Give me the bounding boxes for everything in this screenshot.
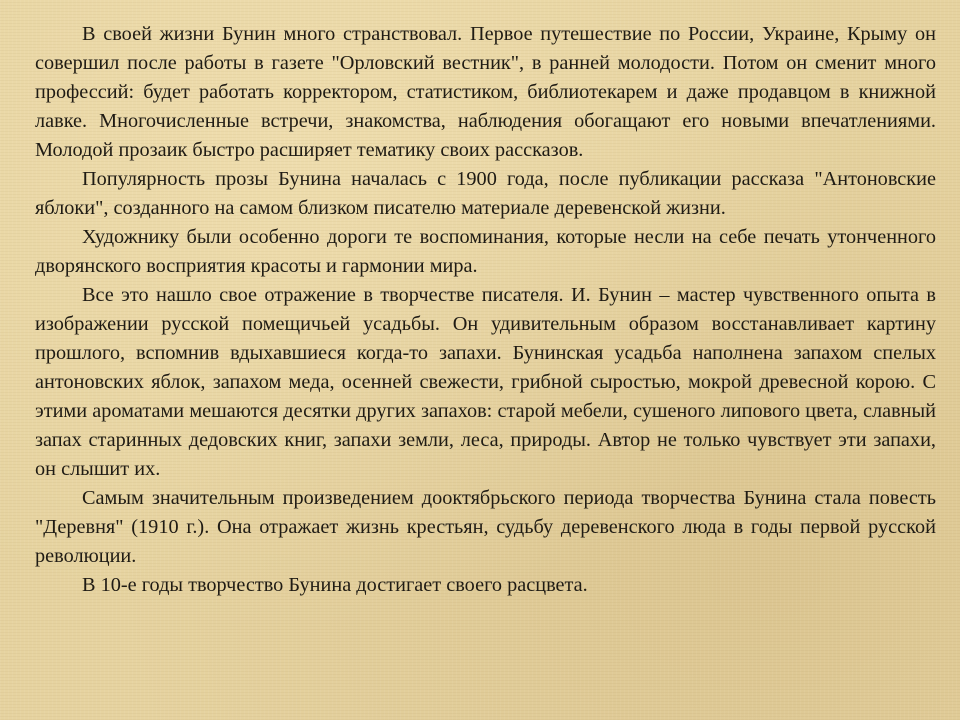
text-body [35,20,936,600]
paragraph-popularity: Популярность прозы Бунина началась с 1900 года, после публикации рассказа "Антоновские яблоки", созданного на самом близком писателю материале деревенской жизни. [35,168,936,219]
paragraph-travels: В своей жизни Бунин много странствовал. Первое путешествие по России, Украине, Крыму он совершил после работы в газете "Орловский вестник", в ранней молодости. Потом он сменит много профессий: будет работать корректором, статистиком, библиотекарем и даже продавцом в книжной лавке. Многочисленные встречи, знакомства, наблюдения обогащают его новыми впечатлениями. Молодой прозаик быстро расширяет тематику своих рассказов. [35,23,936,161]
paragraph-flourishing: В 10-е годы творчество Бунина достигает своего расцвета. [82,574,588,596]
paragraph-memories: Художнику были особенно дороги те воспоминания, которые несли на себе печать утонченного дворянского восприятия красоты и гармонии мира. [35,226,936,277]
paragraph-estate: Все это нашло свое отражение в творчестве писателя. И. Бунин – мастер чувственного опыта в изображении русской помещичьей усадьбы. Он удивительным образом восстанавливает картину прошлого, вспомнив вдыхавшиеся когда-то запахи. Бунинская усадьба наполнена запахом спелых антоновских яблок, запахом меда, осенней свежести, грибной сыростью, мокрой древесной корою. С этими ароматами мешаются десятки других запахов: старой мебели, сушеного липового цвета, славный запах старинных дедовских книг, запахи земли, леса, природы. Автор не только чувствует эти запахи, он слышит их. [35,284,936,480]
paragraph-village: Самым значительным произведением дооктябрьского периода творчества Бунина стала повесть "Деревня" (1910 г.). Она отражает жизнь крестьян, судьбу деревенского люда в годы первой русской революции. [35,487,936,567]
